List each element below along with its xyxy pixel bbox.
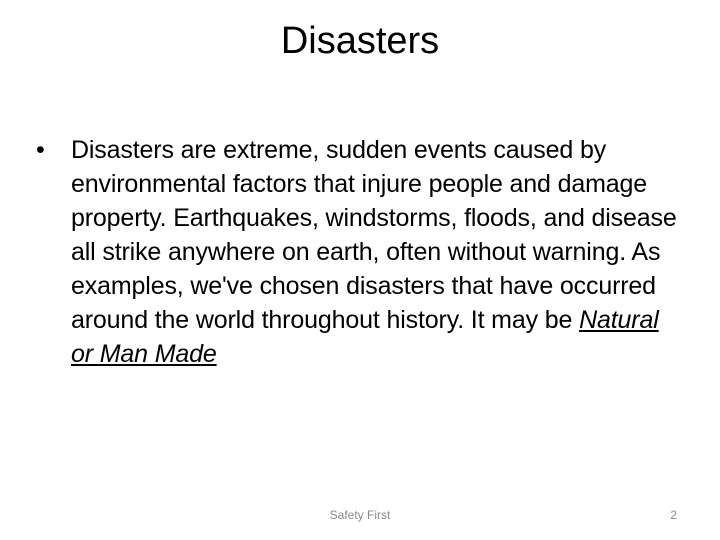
bullet-icon: •: [36, 136, 45, 164]
emphasis-text: Natural or Man Made: [71, 306, 659, 368]
bullet-text: Disasters are extreme, sudden events caused by environmental factors that injure people and damage property. Earthquakes, windstorms, floods, and disease all strike anywhere on earth, often without warning. As examples, we've chosen disasters that have occurred around the world throughout history. It may be: [71, 136, 677, 334]
slide-title: Disasters: [280, 20, 440, 62]
slide-body: [36, 133, 686, 371]
page-number: 2: [670, 508, 677, 522]
footer-text: Safety First: [329, 508, 391, 522]
bullet-item: [36, 133, 686, 371]
